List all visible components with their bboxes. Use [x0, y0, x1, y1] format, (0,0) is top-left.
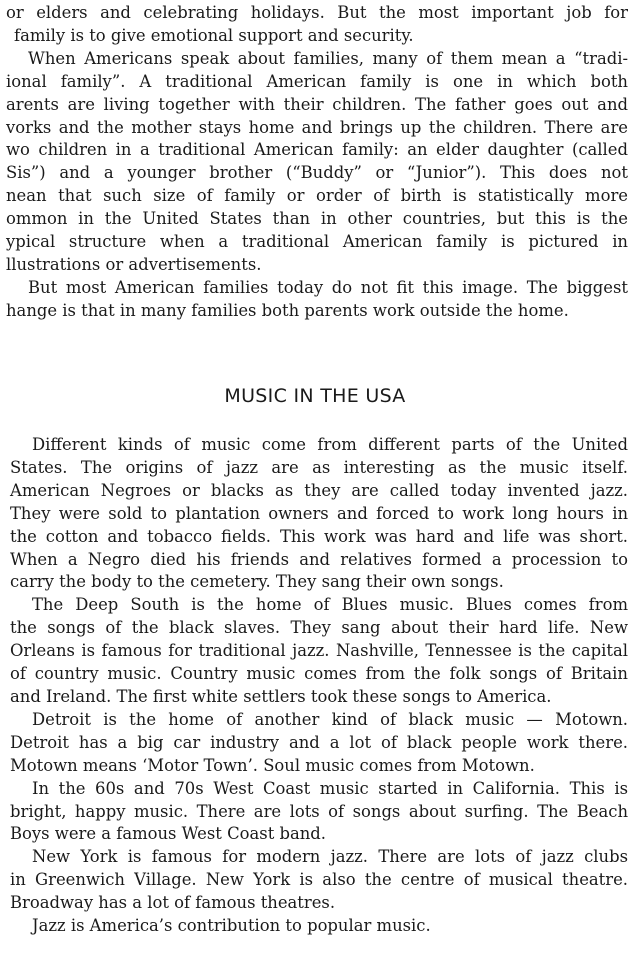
text-line: the cotton and tobacco fields. This work was hard and life was short.	[10, 526, 628, 546]
text-line: Different kinds of music come from different parts of the United	[32, 435, 628, 454]
text-line: Jazz is America’s contribution to popular music.	[32, 916, 431, 936]
text-line: Orleans is famous for traditional jazz. Nashville, Tennessee is the capital	[10, 641, 628, 661]
text-line: family is to give emotional support and security.	[14, 25, 414, 45]
text-line: States. The origins of jazz are as interesting as the music itself.	[10, 457, 628, 477]
text-line: In the 60s and 70s West Coast music started in California. This is	[32, 778, 628, 798]
music-text-section	[10, 434, 628, 938]
text-line: llustrations or advertisements.	[6, 254, 262, 274]
text-line: They were sold to plantation owners and forced to work long hours in	[10, 503, 628, 523]
text-line: arents are living together with their children. The father goes out and	[6, 94, 628, 114]
text-line: Detroit has a big car industry and a lot of black people work there.	[10, 732, 628, 752]
text-line: bright, happy music. There are lots of songs about surfing. The Beach	[10, 801, 628, 821]
text-line: American Negroes or blacks as they are called today invented jazz.	[10, 480, 628, 500]
text-line: carry the body to the cemetery. They sang their own songs.	[10, 572, 504, 592]
text-line: ypical structure when a traditional American family is pictured in	[6, 232, 628, 252]
paragraph	[10, 915, 628, 938]
paragraph	[6, 2, 628, 48]
text-line: in Greenwich Village. New York is also the centre of musical theatre.	[10, 870, 628, 890]
paragraph	[10, 846, 628, 915]
text-line: But most American families today do not fit this image. The biggest	[28, 277, 628, 297]
paragraph	[6, 277, 628, 323]
section-title: MUSIC IN THE USA	[224, 385, 406, 407]
paragraph	[6, 48, 628, 277]
text-line: nean that such size of family or order of birth is statistically more	[6, 186, 628, 206]
paragraph	[10, 709, 628, 778]
paragraph	[10, 778, 628, 847]
paragraph	[10, 594, 628, 709]
paragraph	[10, 434, 628, 594]
text-line: New York is famous for modern jazz. There are lots of jazz clubs	[32, 847, 628, 867]
text-line: The Deep South is the home of Blues music. Blues comes from	[32, 595, 628, 615]
text-line: Motown means ‘Motor Town’. Soul music comes from Motown.	[10, 755, 535, 775]
text-line: the songs of the black slaves. They sang about their hard life. New	[10, 618, 628, 638]
text-line: When a Negro died his friends and relatives formed a procession to	[10, 549, 628, 569]
text-line: Boys were a famous West Coast band.	[10, 824, 327, 844]
text-line: wo children in a traditional American family: an elder daughter (called	[6, 140, 628, 160]
text-line: ional family”. A traditional American family is one in which both	[6, 71, 628, 91]
text-line: hange is that in many families both parents work outside the home.	[6, 300, 569, 320]
text-line: Sis”) and a younger brother (“Buddy” or “Junior”). This does not	[6, 163, 628, 183]
text-line: and Ireland. The first white settlers took these songs to America.	[10, 686, 552, 706]
text-line: vorks and the mother stays home and brings up the children. There are	[6, 117, 628, 137]
text-line: Detroit is the home of another kind of black music — Motown.	[32, 709, 628, 729]
text-line: of country music. Country music comes from the folk songs of Britain	[10, 664, 628, 684]
text-line: or elders and celebrating holidays. But the most important job for	[6, 3, 628, 22]
text-line: Broadway has a lot of famous theatres.	[10, 893, 336, 913]
family-text-section	[6, 2, 628, 323]
text-line: When Americans speak about families, many of them mean a “tradi-	[28, 48, 628, 68]
text-line: ommon in the United States than in other countries, but this is the	[6, 209, 628, 229]
